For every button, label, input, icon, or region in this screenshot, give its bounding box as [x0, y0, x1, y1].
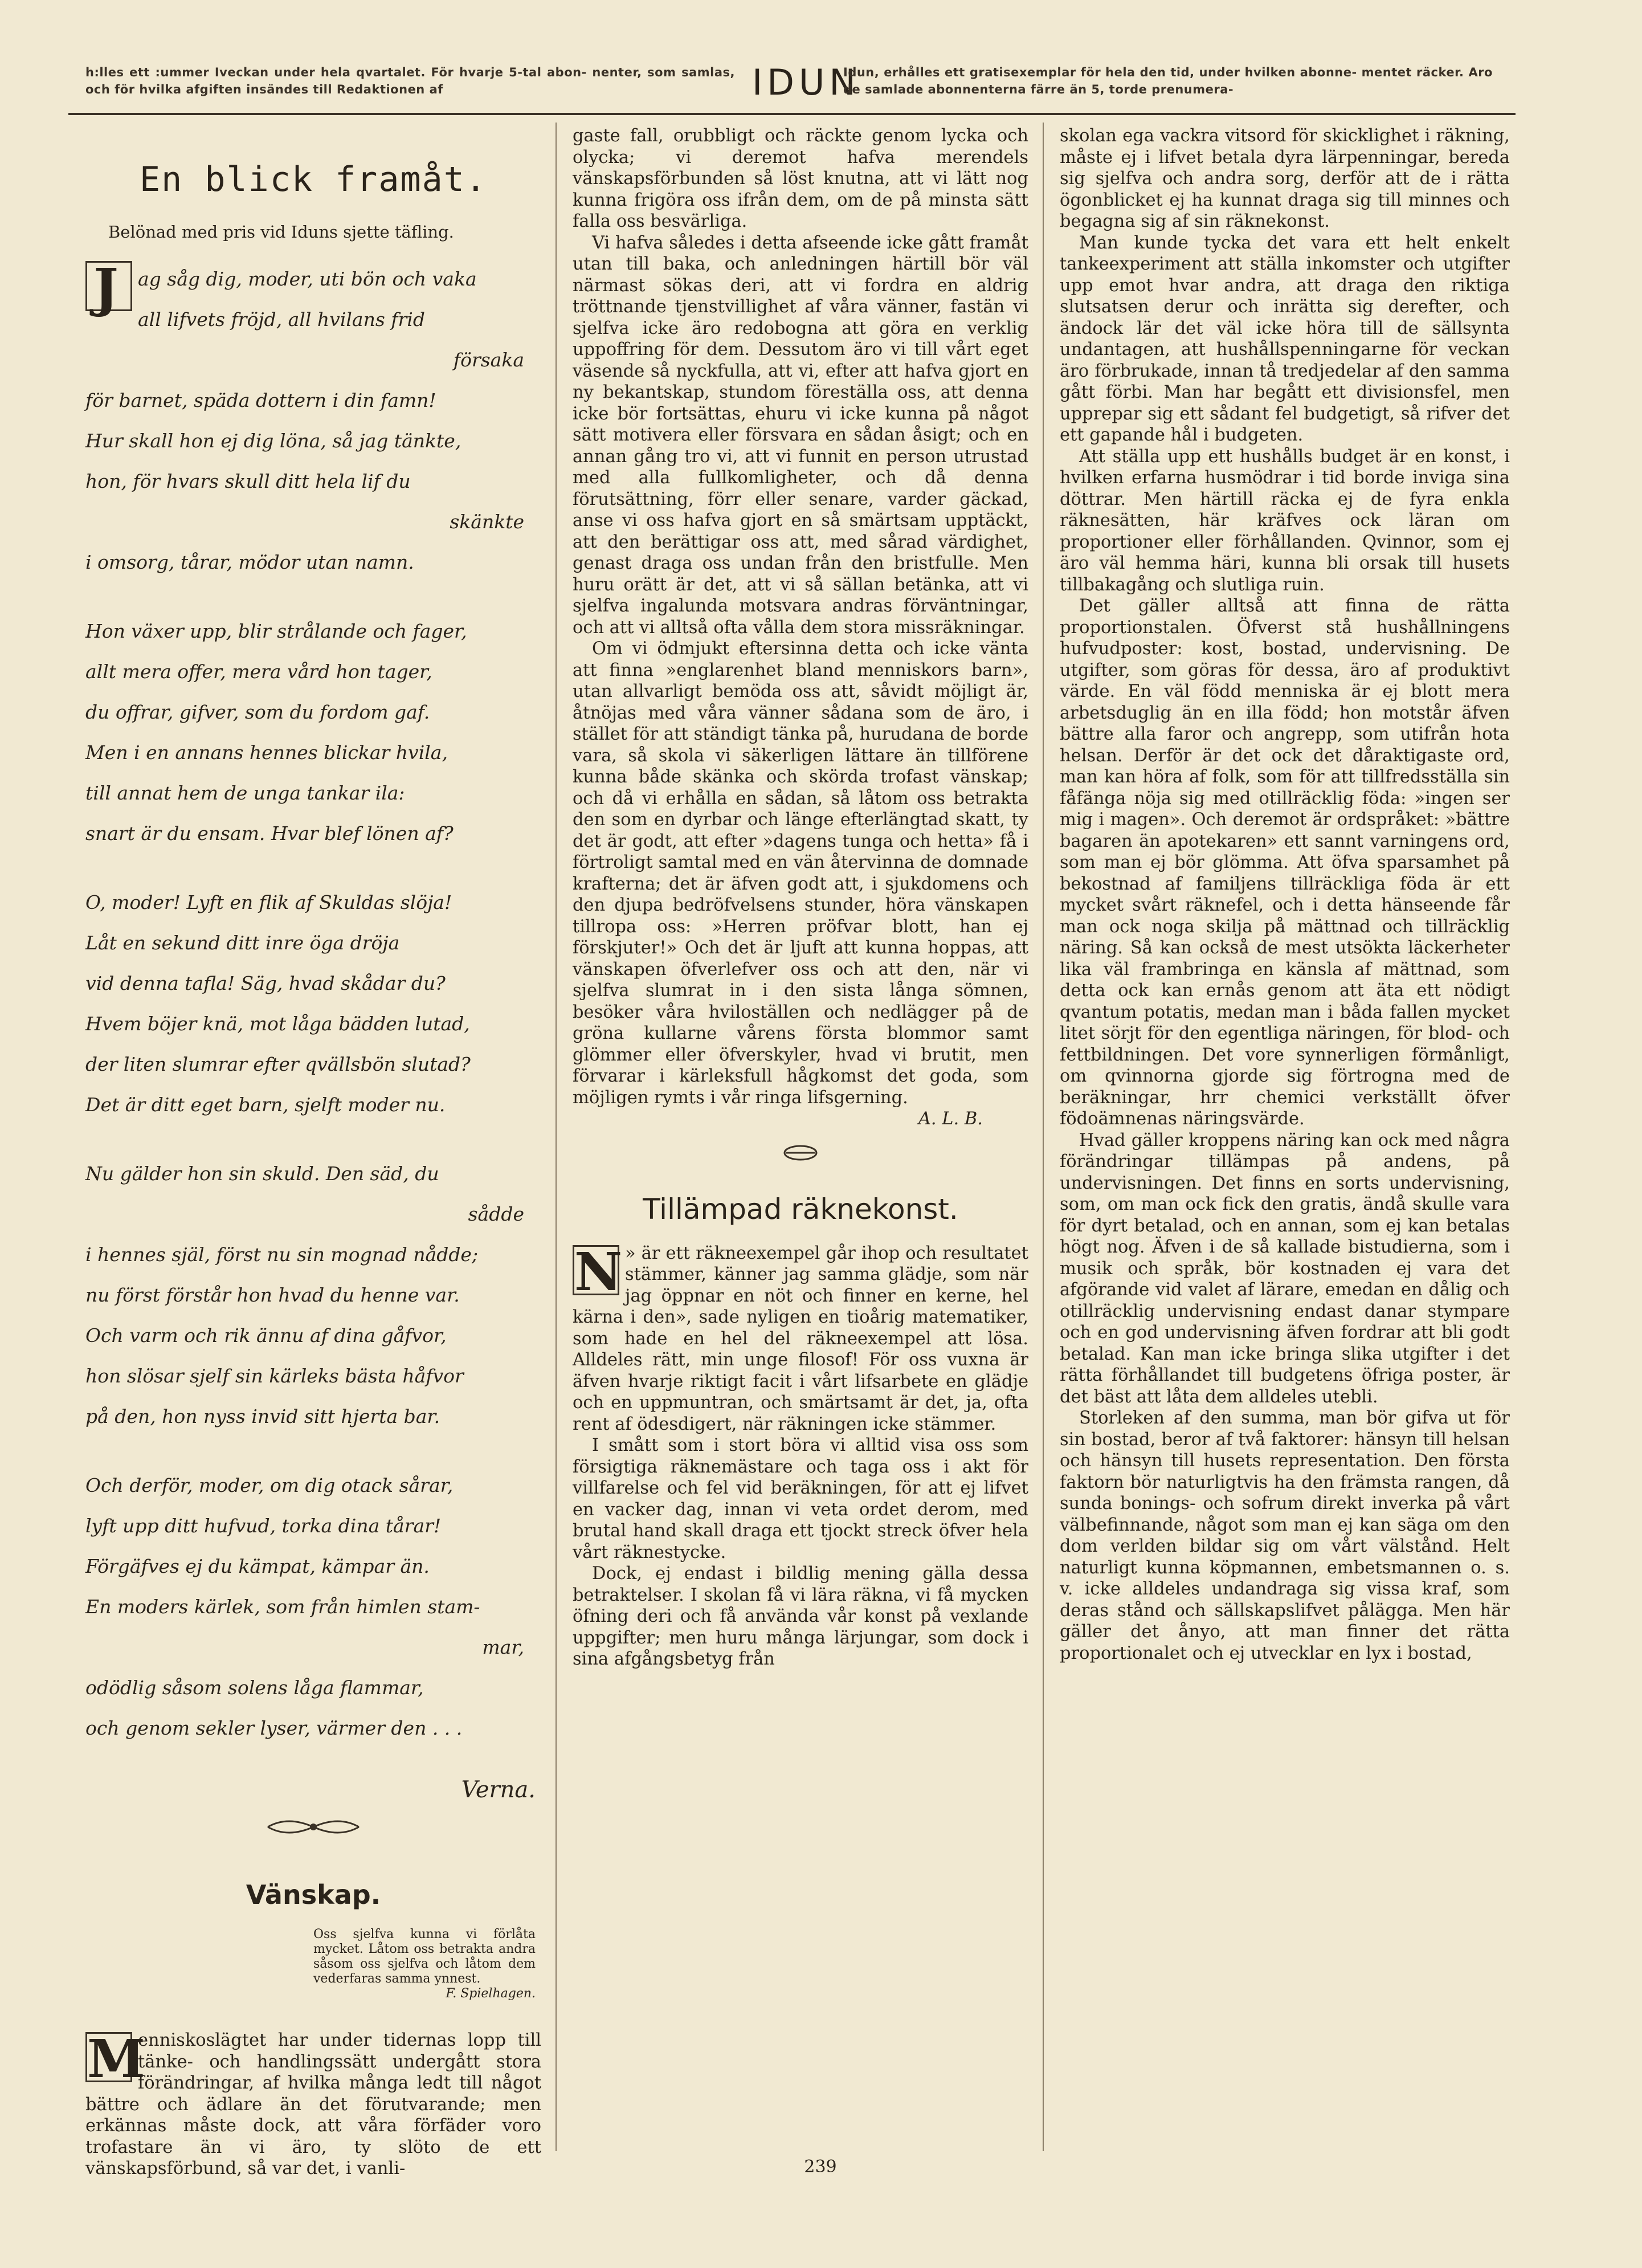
- raknekonst-dropcap: N: [573, 1245, 619, 1295]
- poem-line: du offrar, gifver, som du fordom gaf.: [85, 701, 430, 723]
- raknekonst-paragraph: Att ställa upp ett hushålls budget är en konst, i hvilken erfarna husmödrar i tid borde inviga sina döttrar. Men härtill räcka ej de fyra enkla räknesätten, här kräfves ock läran om proportioner eller förhållanden. Qvinnor, som ej äro väl hemma häri, kunna bli orsak till husets tillbakagång och slutliga ruin.: [1060, 446, 1510, 595]
- poem-line: vid denna tafla! Säg, hvad skådar du?: [85, 972, 446, 994]
- raknekonst-paragraph: Man kunde tycka det vara ett helt enkelt tankeexperiment att ställa inkomster och utgifter upp emot hvar andra, att draga den riktiga slutsatsen derur och inrätta sig derefter, och ändock lär det väl icke höra till de sällsynta undantagen, att hushållspenningarne för veckan äro förbrukade, innan tå tredjedelar af den samma gått förbi. Man har begått ett divisionsfel, men upprepar sig ett sådant fel budgetigt, så rifver det ett gapande hål i budgeten.: [1060, 232, 1510, 445]
- vanskap-motto: [313, 1927, 536, 2001]
- poem-line: Hur skall hon ej dig löna, så jag tänkte,: [85, 430, 461, 452]
- poem-line: snart är du ensam. Hvar blef lönen af?: [85, 822, 454, 845]
- poem-line: all lifvets fröjd, all hvilans frid: [138, 308, 425, 331]
- poem-line: Förgäfves ej du kämpat, kämpar än.: [85, 1555, 430, 1577]
- poem-body: [85, 259, 541, 1748]
- poem-stanza: [85, 1465, 541, 1748]
- vanskap-title: Vänskap.: [246, 1879, 381, 1910]
- poem-line: ag såg dig, moder, uti bön och vaka: [138, 268, 477, 290]
- raknekonst-lead: »: [625, 1243, 636, 1263]
- column-2: [573, 125, 1028, 1670]
- raknekonst-paragraph: skolan ega vackra vitsord för skicklighet i räkning, måste ej i lifvet betala dyra lärpenningar, bereda sig sjelfva och andra sorg, derför att de i rätta ögonblicket ej ha kunnat draga sig till minnes och begagna sig af sin räknekonst.: [1060, 126, 1510, 231]
- poem-line: Hvem böjer knä, mot låga bädden lutad,: [85, 1013, 470, 1035]
- vanskap-initials: A. L. B.: [918, 1109, 983, 1129]
- poem-line: En moders kärlek, som från himlen stam-: [85, 1596, 480, 1618]
- poem-line: till annat hem de unga tankar ila:: [85, 782, 405, 804]
- poem-line: för barnet, späda dottern i din famn!: [85, 389, 436, 411]
- poem-line: Och derför, moder, om dig otack sårar,: [85, 1474, 454, 1496]
- poem-line: Hon växer upp, blir strålande och fager,: [85, 620, 467, 642]
- poem-stanza: [85, 882, 541, 1125]
- poem-stanza: [85, 259, 541, 582]
- poem-line: nu först förstår hon hvad du henne var.: [85, 1284, 460, 1306]
- raknekonst-title: Tillämpad räknekonst.: [643, 1192, 958, 1226]
- vanskap-paragraph: Vi hafva således i detta afseende icke gått framåt utan till baka, och anledningen härtill bör väl närmast sökas deri, att vi fordra en aldrig tröttnande tjenstvillighet af våra vänner, fastän vi sjelfva icke äro redobogna att göra en verklig uppoffring för dem. Dessutom äro vi till vårt eget väsende så nyckfulla, att vi, efter att hafva gjort en ny bekantskap, stundom föreställa oss, att denna icke bör fortsättas, ehuru vi icke kunna på något sätt motivera eller försvara en sådan åsigt; och en annan gång tro vi, att vi funnit en person utrustad med alla fullkomligheter, och då denna förutsättning, förr eller senare, varder gäckad, anse vi oss hafva gjort en så smärtsam upptäckt, att den berättigar oss att, med sårad värdighet, genast draga oss undan från den bristfulle. Men huru orätt är det, att vi så sällan betänka, att vi sjelfva ingalunda motsvara andras förväntningar, och att vi alltså ofta vålla dem stora missräkningar.: [573, 232, 1028, 638]
- poem-line: sådde: [468, 1203, 524, 1225]
- poem-signature: Verna.: [461, 1777, 536, 1803]
- ornament-divider: [573, 1141, 1028, 1170]
- poem-title: En blick framåt.: [140, 160, 487, 199]
- poem-line: Det är ditt eget barn, sjelft moder nu.: [85, 1094, 446, 1116]
- poem-line: allt mera offer, mera vård hon tager,: [85, 660, 432, 683]
- poem-line: der liten slumrar efter qvällsbön slutad?: [85, 1053, 471, 1075]
- poem-line: O, moder! Lyft en flik af Skuldas slöja!: [85, 891, 452, 913]
- raknekonst-paragraph: Hvad gäller kroppens näring kan ock med några förändringar tillämpas på andens, på undervisningen. Det finns en sorts undervisning, som, om man ock fick den gratis, ändå skulle vara för dyrt betalad, och en annan, som ej kan betalas högt nog. Äfven i de så kallade bistudierna, som i musik och språk, bör kostnaden ej vara det afgörande vid valet af lärare, emedan en dålig och otillräcklig undervisning endast danar stympare och en god undervisning äfven fordrar att bli godt betalad. Kan man icke bringa slika utgifter i det rätta förhållandet till budgetens öfriga poster, är det bäst att låta dem alldeles utebli.: [1060, 1130, 1510, 1407]
- masthead-header: [68, 62, 1516, 115]
- raknekonst-continued: [1060, 125, 1510, 1664]
- poem-subtitle: Belönad med pris vid Iduns sjette täfling.: [108, 222, 454, 242]
- poem-line: Låt en sekund ditt inre öga dröja: [85, 932, 400, 954]
- poem-dropcap: J: [85, 261, 132, 311]
- poem-line: Men i en annans hennes blickar hvila,: [85, 741, 448, 764]
- vanskap-paragraph: Om vi ödmjukt eftersinna detta och icke vänta att finna »englarenhet bland menniskors barn», utan allvarligt bemöda oss att, såvidt möjligt är, åtnöjas med våra vänner sådana som de äro, i stället för att ständigt tänka på, hurudana de borde vara, så skola vi säkerligen lättare än tillförene kunna både skänka och skörda trofast vänskap; och då vi erhålla en sådan, så låtom oss betrakta den som en dyrbar och länge efterlängtad skatt, ty det är godt, att efter »dagens tunga och hetta» få i förtroligt samtal med en vän återvinna de domnade krafterna; det är äfven godt att, i sjukdomens och den djupa bedröfvelsens stunder, höra vänskapen tillropa oss: »Herren pröfvar blott, han ej förskjuter!» Och det är ljuft att kunna hoppas, att vänskapen öfverlefver oss och att den, när vi sjelfva slumrat in i den sista långa sömnen, besöker våra hviloställen och nedlägger på de gröna kullarne vårens första blommor samt glömmer eller öfverskyler, hvad vi brutit, men förvarar i kärleksfull hågkomst det goda, som möjligen rymts i vår ringa lifsgerning.: [573, 639, 1028, 1108]
- raknekonst-body: [573, 1243, 1028, 1670]
- raknekonst-paragraph: Dock, ej endast i bildlig mening gälla dessa betraktelser. I skolan få vi lära räkna, vi få mycken öfning deri och få använda vår konst på vexlande uppgifter; men huru många lärjungar, som dock i sina afgångsbetyg från: [573, 1564, 1028, 1669]
- poem-line: mar,: [482, 1636, 524, 1658]
- poem-line: på den, hon nyss invid sitt hjerta bar.: [85, 1405, 440, 1427]
- vanskap-paragraph: enniskoslägtet har under tidernas lopp till tänke- och handlingssätt undergått stora förändringar, af hvilka många ledt till något bättre och ädlare än det förutvarande; men erkännas måste dock, att våra förfäder voro trofastare än vi äro, ty slöto de ett vänskapsförbund, så var det, i vanli-: [85, 2030, 541, 2179]
- poem-line: hon, för hvars skull ditt hela lif du: [85, 470, 411, 492]
- poem-line: Och varm och rik ännu af dina gåfvor,: [85, 1324, 447, 1347]
- poem-stanza: [85, 611, 541, 854]
- column-rule: [1043, 123, 1044, 2151]
- raknekonst-paragraph: Det gäller alltså att finna de rätta proportionstalen. Öfverst stå hushållningens hufvudposter: kost, bostad, undervisning. De utgifter, som göras för dessa, äro af produktivt värde. En väl född menniska är ej blott mera arbetsduglig än en illa född; hon motstår äfven bättre alla faror och angrepp, som utifrån hota helsan. Derför är det ock det dåraktigaste ord, man kan höra af folk, som för att tillfredsställa sin fåfänga nöja sig med otillräcklig föda: »ingen ser mig i magen». Och deremot är ordspråket: »bättre bagaren än apotekaren» ett sannt varningens ord, som man ej bör glömma. Att öfva sparsamhet på bekostnad af familjens tillräckliga föda är ett mycket svårt räknefel, och i detta hänseende får man ock noga skilja på mättnad och tillräcklig näring. Så kan också de mest utsökta läckerheter lika väl frambringa en känsla af mättnad, som detta ock kan ernås genom att äta ett nödigt qvantum potatis, medan man i båda fallen mycket litet sörjt för den egentliga näringen, för blod- och fettbildningen. Det vore synnerligen förmånligt, om qvinnorna gjorde sig förtrogna med de beräkningar, hrr chemici verkställt öfver födoämnenas näringsvärde.: [1060, 596, 1510, 1129]
- vanskap-paragraph: gaste fall, orubbligt och räckte genom lycka och olycka; vi deremot hafva merendels vänskapsförbunden så löst knutna, att vi lätt nog kunna frigöra oss ifrån dem, om de på minsta sätt falla oss besvärliga.: [573, 126, 1028, 231]
- poem-line: i omsorg, tårar, mödor utan namn.: [85, 551, 414, 573]
- poem-line: lyft upp ditt hufvud, torka dina tårar!: [85, 1515, 442, 1537]
- masthead-title: IDUN: [752, 62, 860, 103]
- poem-line: Nu gälder hon sin skuld. Den säd, du: [85, 1162, 439, 1185]
- poem-line: och genom sekler lyser, värmer den . . .: [85, 1717, 463, 1739]
- flourish-icon: [781, 1141, 820, 1164]
- ornament-divider: [85, 1814, 541, 1845]
- motto-text: Oss sjelfva kunna vi förlåta mycket. Låtom oss betrakta andra såsom oss sjelfva och låtom dem vederfaras samma ynnest.: [313, 1927, 536, 1986]
- poem-line: odödlig såsom solens låga flammar,: [85, 1676, 424, 1699]
- ornament-icon: [262, 1814, 365, 1839]
- vanskap-continued: [573, 125, 1028, 1108]
- column-rule: [555, 123, 557, 2151]
- poem-line: skänkte: [450, 511, 524, 533]
- poem-stanza: [85, 1153, 541, 1437]
- raknekonst-paragraph: I smått som i stort böra vi alltid visa oss som försigtiga räknemästare och taga oss i akt för villfarelse och fel vid beräkningen, för att ej lifvet en vacker dag, innan vi veta ordet derom, med brutal hand skall draga ett tjockt streck öfver hela vårt räknestycke.: [573, 1435, 1028, 1563]
- poem-line: i hennes själ, först nu sin mognad nådde;: [85, 1243, 479, 1266]
- poem-line: hon slösar sjelf sin kärleks bästa håfvor: [85, 1365, 464, 1387]
- header-notice-left: h:lles ett :ummer Iveckan under hela qvartalet. För hvarje 5-tal abon- nenter, som samlas, och för hvilka afgiften insändes till Redaktionen af: [85, 66, 735, 96]
- raknekonst-paragraph: Storleken af den summa, man bör gifva ut för sin bostad, beror af två faktorer: hänsyn till helsan och hänsyn till husets representation. Den första faktorn bör naturligtvis ha den främsta rangen, då sunda bonings- och sofrum direkt inverka på vårt välbefinnande, något som man ej kan säga om den dom verlden bildar sig om vårt välstånd. Helt naturligt kunna köpmannen, embetsmannen o. s. v. icke alldeles undandraga sig vissa kraf, som deras stånd och sällskapslifvet pålägga. Men här gäller det ånyo, att man finner det rätta proportionalet och ej utvecklar en lyx i bostad,: [1060, 1408, 1510, 1663]
- poem-line: försaka: [453, 349, 524, 371]
- header-notice-right: Idun, erhålles ett gratisexemplar för hela den tid, under hvilken abonne- mentet räcker. Aro de samlade abonnenterna färre än 5, torde prenumera-: [843, 66, 1493, 96]
- motto-author: F. Spielhagen.: [446, 1986, 536, 2001]
- vanskap-dropcap: M: [85, 2032, 132, 2082]
- vanskap-body: [85, 2030, 541, 2180]
- page-number: 239: [804, 2157, 837, 2177]
- column-3: [1060, 125, 1510, 1664]
- column-1: [85, 125, 541, 2180]
- raknekonst-paragraph: är ett räkneexempel går ihop och resultatet stämmer, känner jag samma glädje, som när jag öppnar en nöt och finner en kerne, hel kärna i den», sade nyligen en tioårig matematiker, som hade en hel del räkneexempel att lösa. Alldeles rätt, min unge filosof! För oss vuxna är äfven hvarje riktigt facit i vårt lifsarbete en glädje och en uppmuntran, och smärtsamt är det, ja, ofta rent af ödesdigert, när räkningen icke stämmer.: [573, 1243, 1028, 1434]
